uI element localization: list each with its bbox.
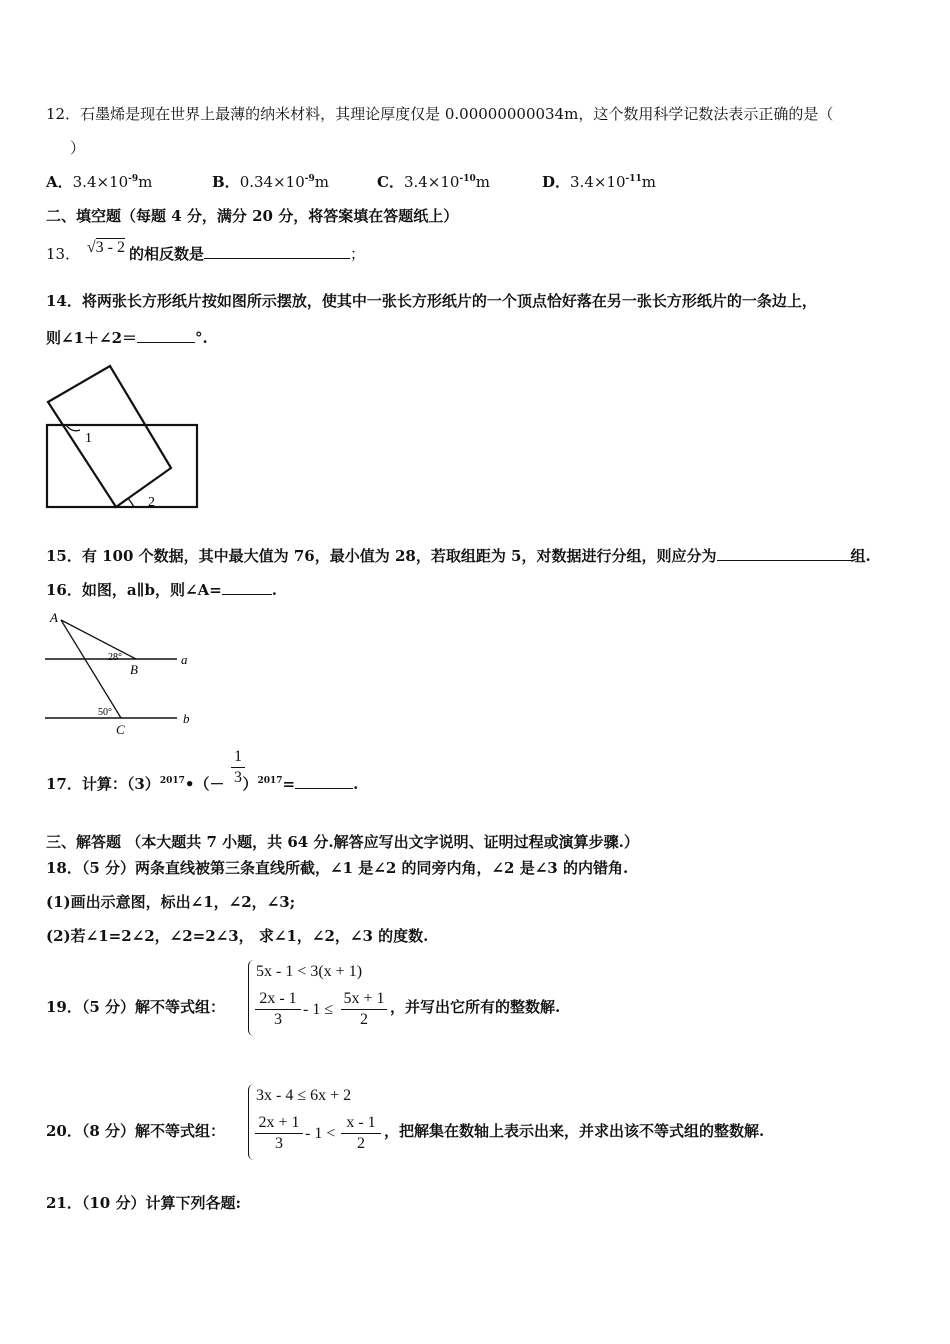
q16-angle-28: 28°: [108, 652, 122, 663]
q20-brace: [248, 1084, 255, 1160]
q20-fraction-left: 2x + 1 3: [255, 1114, 303, 1153]
q14-angle2-arc: [128, 498, 134, 507]
q16-line: 16．如图，a∥b，则∠A= .: [46, 581, 278, 599]
q14-answer-blank[interactable]: [137, 328, 195, 343]
q12-close-paren: ）: [70, 139, 86, 157]
q16-label-A: A: [50, 610, 58, 625]
q16-answer-blank[interactable]: [222, 580, 272, 595]
q17-answer-blank[interactable]: [295, 774, 353, 789]
q18-stem: 18．（5 分）两条直线被第三条直线所截，∠1 是∠2 的同旁内角，∠2 是∠3 的内错角.: [46, 859, 629, 877]
q13-num: 13．: [46, 245, 81, 263]
q14-angle2-label: 2: [148, 495, 155, 510]
q14-stem: 14．将两张长方形纸片按如图所示摆放，使其中一张长方形纸片的一个顶点恰好落在另一张长方形纸片的一条边上，: [46, 292, 817, 310]
q18-part1: (1)画出示意图，标出∠1，∠2，∠3;: [46, 893, 296, 911]
q14-lower-rectangle: [47, 425, 197, 507]
q19-fraction-right: 5x + 1 2: [341, 990, 387, 1029]
q12-option-c: C．$3.4\times 10^{-10}m$: [377, 173, 490, 191]
q16-figure: [40, 606, 210, 738]
q14-tilted-rectangle: [48, 366, 171, 507]
q20-suffix: ，把解集在数轴上表示出来，并求出该不等式组的整数解.: [384, 1122, 765, 1140]
q13-answer-blank[interactable]: [204, 244, 350, 259]
q19-fraction-left: 2x - 1 3: [255, 990, 301, 1029]
q19-middle: - 1 ≤: [303, 1001, 334, 1018]
q19-suffix: ，并写出它所有的整数解.: [390, 998, 561, 1016]
q20-fraction-right: x - 1 2: [341, 1114, 381, 1153]
q16-angle-50: 50°: [98, 707, 112, 718]
q18-part2: (2)若∠1=2∠2，∠2=2∠3， 求∠1，∠2，∠3 的度数.: [46, 927, 429, 945]
section3-title: 三、解答题 （本大题共 7 小题，共 64 分.解答应写出文字说明、证明过程或演算步骤.）: [46, 833, 639, 851]
q12-stem: 12．石墨烯是现在世界上最薄的纳米材料，其理论厚度仅是 0.00000000034m，这个数用科学记数法表示正确的是（: [46, 105, 834, 123]
q19-prefix: 19．（5 分）解不等式组：: [46, 998, 226, 1016]
q16-label-C: C: [116, 722, 125, 737]
q15-answer-blank[interactable]: [717, 546, 851, 561]
q13-line: 13． √3 - 2 的相反数是 ；: [46, 239, 366, 263]
q20-inequality-1: 3x - 4 ≤ 6x + 2: [256, 1087, 352, 1104]
q16-label-a: a: [181, 652, 188, 667]
q17-line: 17．计算：$(3)^{2017}•(- )^{2017}=$ .: [46, 775, 359, 793]
q12-option-b: B．$0.34\times 10^{-9}m$: [212, 173, 329, 191]
q19-brace: [248, 960, 255, 1036]
q14-question: 则∠1＋∠2＝ °.: [46, 329, 208, 347]
q20-prefix: 20．（8 分）解不等式组：: [46, 1122, 226, 1140]
q16-label-B: B: [130, 662, 138, 677]
q13-expression: √3 - 2: [86, 239, 125, 256]
q12-option-a: A．$3.4\times 10^{-9}m$: [46, 173, 153, 191]
q14-angle1-label: 1: [85, 431, 92, 446]
q16-label-b: b: [183, 711, 190, 726]
q15-line: 15．有 100 个数据，其中最大值为 76，最小值为 28，若取组距为 5，对数据进行分组，则应分为 组.: [46, 547, 871, 565]
q14-figure: [40, 360, 210, 515]
q17-fraction: 1 3: [231, 748, 245, 787]
q12-option-d: D．$3.4\times 10^{-11}m$: [542, 173, 657, 191]
q20-middle: - 1 <: [305, 1125, 336, 1142]
q21-stem: 21．（10 分）计算下列各题:: [46, 1194, 242, 1212]
q19-inequality-1: 5x - 1 < 3(x + 1): [256, 963, 363, 980]
section2-title: 二、填空题（每题 4 分，满分 20 分，将答案填在答题纸上）: [46, 207, 459, 225]
q16-segment-ac: [61, 620, 121, 718]
